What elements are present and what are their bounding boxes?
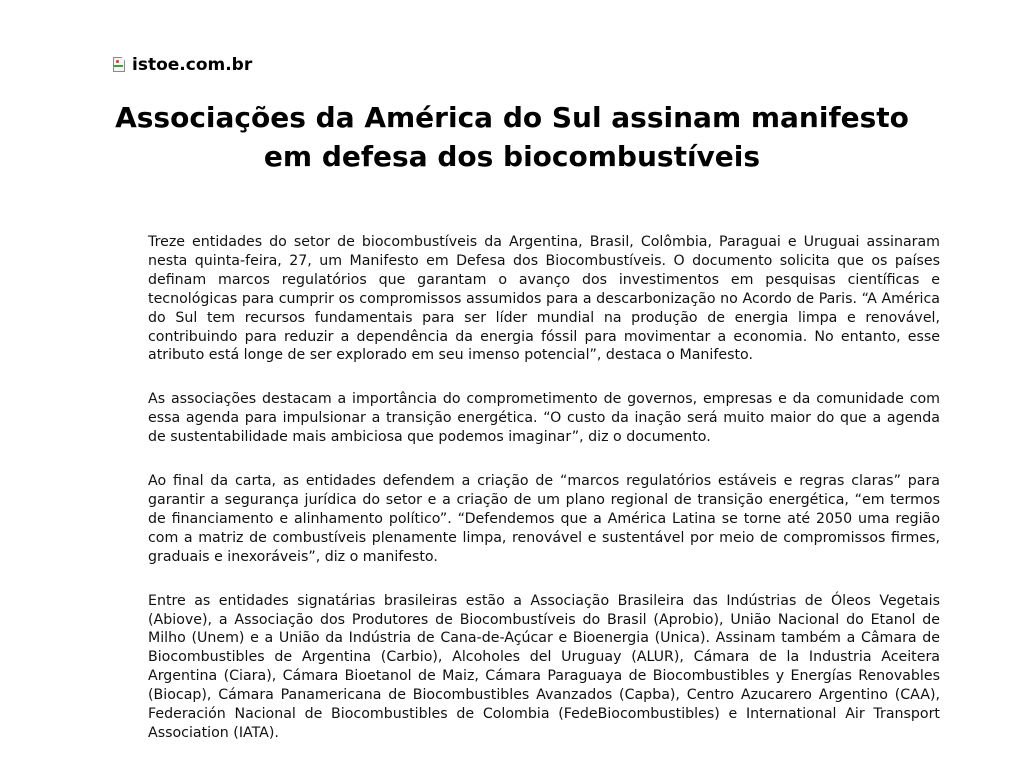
broken-image-icon [112,57,126,73]
site-name[interactable]: istoe.com.br [132,55,253,75]
site-header [112,54,252,76]
article-paragraph: As associações destacam a importância do comprometimento de governos, empresas e da comunidade com essa agenda para impulsionar a transição energética. “O custo da inação será muito maior do que a agenda de sustentabilidade mais ambiciosa que podemos imaginar”, diz o documento. [148,391,940,446]
article-paragraph: Entre as entidades signatárias brasileiras estão a Associação Brasileira das Indústrias de Óleos Vegetais (Abiove), a Associação dos Produtores de Biocombustíveis do Brasil (Aprobio), União Nacional do Etanol de Milho (Unem) e a União da Indústria de Cana-de-Açúcar e Bioenergia (Unica). Assinam também a Câmara de Biocombustibles de Argentina (Carbio), Alcoholes del Uruguay (ALUR), Cámara de la Industria Aceitera Argentina (Ciara), Cámara Bioetanol de Maiz, Cámara Paraguaya de Biocombustibles y Energías Renovables (Biocap), Cámara Panamericana de Biocombustibles Avanzados (Capba), Centro Azucarero Argentino (CAA), Federación Nacional de Biocombustibles de Colombia (FedeBiocombustibles) e International Air Transport Association (IATA). [148,592,940,741]
article-paragraph: Treze entidades do setor de biocombustíveis da Argentina, Brasil, Colômbia, Paraguai e Uruguai assinaram nesta quinta-feira, 27, um Manifesto em Defesa dos Biocombustíveis. O documento solicita que os países definam marcos regulatórios que garantam o avanço dos investimentos em pesquisas científicas e tecnológicas para cumprir os compromissos assumidos para a descarbonização no Acordo de Paris. “A América do Sul tem recursos fundamentais para ser líder mundial na produção de energia limpa e renovável, contribuindo para reduzir a dependência da energia fóssil para movimentar a economia. No entanto, esse atributo está longe de ser explorado em seu imenso potencial”, destaca o Manifesto. [148,234,940,364]
article-headline: Associações da América do Sul assinam manifesto em defesa dos biocombustíveis [115,101,909,173]
article-paragraph: Ao final da carta, as entidades defendem a criação de “marcos regulatórios estáveis e regras claras” para garantir a segurança jurídica do setor e a criação de um plano regional de transição energética, “em termos de financiamento e alinhamento político”. “Defendemos que a América Latina se torne até 2050 uma região com a matriz de combustíveis plenamente limpa, renovável e sustentável por meio de compromissos firmes, graduais e inexoráveis”, diz o manifesto. [148,473,940,565]
article-body [148,233,940,768]
